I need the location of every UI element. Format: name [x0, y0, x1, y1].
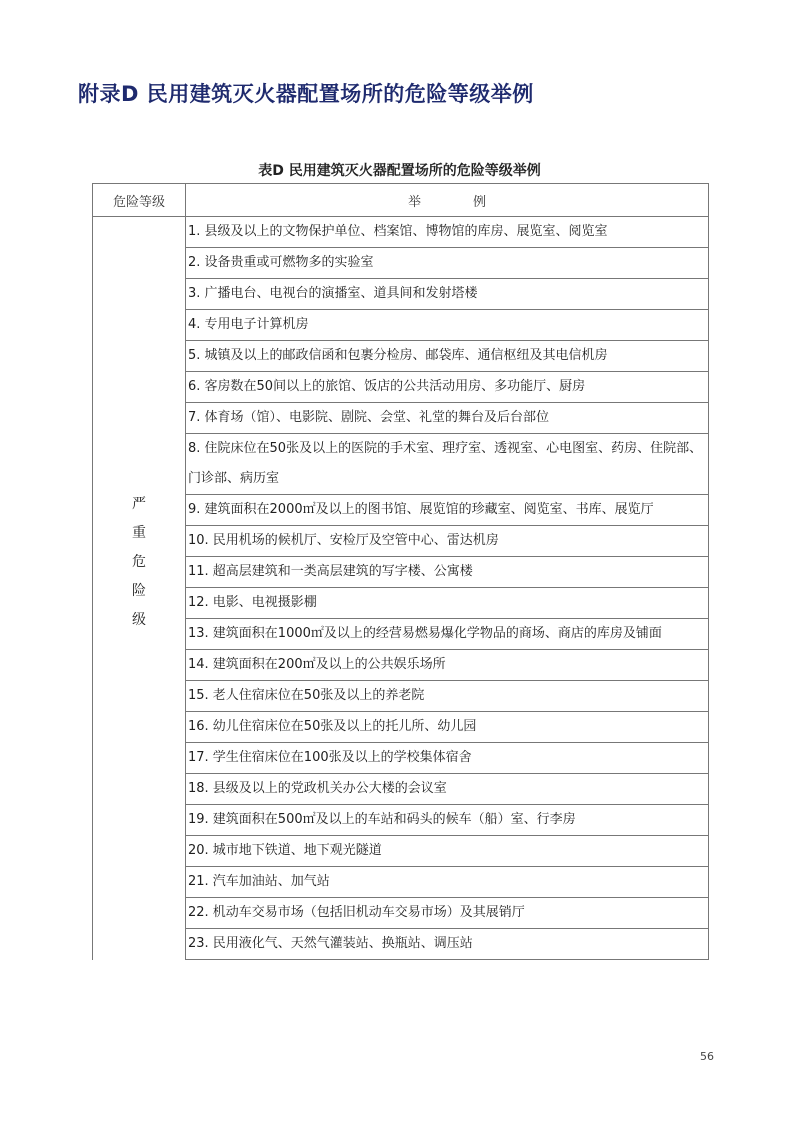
- example-item: 3. 广播电台、电视台的演播室、道具间和发射塔楼: [186, 279, 709, 310]
- table-row: [93, 279, 709, 310]
- example-item: 9. 建筑面积在2000㎡及以上的图书馆、展览馆的珍藏室、阅览室、书库、展览厅: [186, 495, 709, 526]
- table-row: [93, 681, 709, 712]
- example-item: 23. 民用液化气、天然气灌装站、换瓶站、调压站: [186, 929, 709, 960]
- example-item: 5. 城镇及以上的邮政信函和包裹分检房、邮袋库、通信枢纽及其电信机房: [186, 341, 709, 372]
- example-item: 17. 学生住宿床位在100张及以上的学校集体宿舍: [186, 743, 709, 774]
- hazard-level-label: 严重危险级: [132, 495, 146, 628]
- example-item: 18. 县级及以上的党政机关办公大楼的会议室: [186, 774, 709, 805]
- example-item: 21. 汽车加油站、加气站: [186, 867, 709, 898]
- example-item: 11. 超高层建筑和一类高层建筑的写字楼、公寓楼: [186, 557, 709, 588]
- table-row: [93, 774, 709, 805]
- example-item: 12. 电影、电视摄影棚: [186, 588, 709, 619]
- header-examples: 举 例: [186, 184, 709, 217]
- table-row: [93, 526, 709, 557]
- example-item: 1. 县级及以上的文物保护单位、档案馆、博物馆的库房、展览室、阅览室: [186, 217, 709, 248]
- example-item: 13. 建筑面积在1000㎡及以上的经营易燃易爆化学物品的商场、商店的库房及铺面: [186, 619, 709, 650]
- header-hazard-level: 危险等级: [93, 184, 186, 217]
- example-item: 6. 客房数在50间以上的旅馆、饭店的公共活动用房、多功能厅、厨房: [186, 372, 709, 403]
- example-item: 2. 设备贵重或可燃物多的实验室: [186, 248, 709, 279]
- table-title: 表D 民用建筑灭火器配置场所的危险等级举例: [258, 163, 541, 179]
- example-item: 10. 民用机场的候机厅、安检厅及空管中心、雷达机房: [186, 526, 709, 557]
- table-row: [93, 712, 709, 743]
- table-row: [93, 619, 709, 650]
- table-row: [93, 867, 709, 898]
- table-row: [93, 310, 709, 341]
- table-row: [93, 743, 709, 774]
- table-row: [93, 217, 709, 248]
- example-item: 7. 体育场（馆）、电影院、剧院、会堂、礼堂的舞台及后台部位: [186, 403, 709, 434]
- appendix-heading: 附录D 民用建筑灭火器配置场所的危险等级举例: [78, 82, 534, 106]
- table-row: [93, 836, 709, 867]
- example-item: 20. 城市地下铁道、地下观光隧道: [186, 836, 709, 867]
- table-row: [93, 588, 709, 619]
- table-row: [93, 372, 709, 403]
- example-item: 16. 幼儿住宿床位在50张及以上的托儿所、幼儿园: [186, 712, 709, 743]
- example-item: 19. 建筑面积在500㎡及以上的车站和码头的候车（船）室、行李房: [186, 805, 709, 836]
- table-row: [93, 557, 709, 588]
- example-item: 8. 住院床位在50张及以上的医院的手术室、理疗室、透视室、心电图室、药房、住院部、门诊部、病历室: [186, 434, 709, 495]
- table-row: [93, 650, 709, 681]
- page-number: 56: [700, 1050, 714, 1063]
- table-row: [93, 898, 709, 929]
- table-row: [93, 434, 709, 495]
- table-row: [93, 248, 709, 279]
- hazard-level-cell: [93, 217, 186, 960]
- table-header-row: [93, 184, 709, 217]
- example-item: 15. 老人住宿床位在50张及以上的养老院: [186, 681, 709, 712]
- table-row: [93, 403, 709, 434]
- table-row: [93, 929, 709, 960]
- table-row: [93, 805, 709, 836]
- hazard-level-table: [92, 183, 709, 960]
- table-row: [93, 495, 709, 526]
- example-item: 22. 机动车交易市场（包括旧机动车交易市场）及其展销厅: [186, 898, 709, 929]
- example-item: 4. 专用电子计算机房: [186, 310, 709, 341]
- example-item: 14. 建筑面积在200㎡及以上的公共娱乐场所: [186, 650, 709, 681]
- table-row: [93, 341, 709, 372]
